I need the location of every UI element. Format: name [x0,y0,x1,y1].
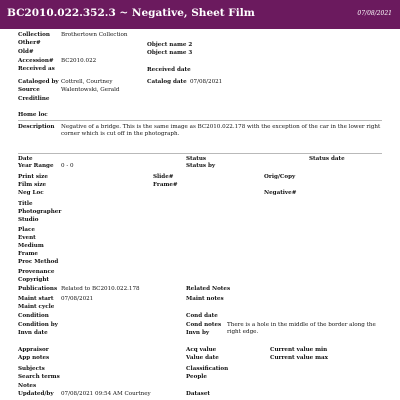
collection-label: Collection [18,32,50,38]
divider [18,153,382,154]
accession-value: BC2010.022 [61,58,97,64]
other-number-label: Other# [18,40,41,46]
cond-notes-value: There is a hole in the middle of the border along the right edge. [227,322,376,335]
status-label: Status [186,156,207,162]
record-title: BC2010.022.352.3 ~ Negative, Sheet Film [7,7,255,19]
condition-by-label: Condition by [18,322,58,328]
record-header [0,0,400,29]
appraisor-label: Appraisor [18,347,49,353]
place-label: Place [18,227,35,233]
catalog-date-label: Catalog date [147,79,187,85]
collection-value: Brothertown Collection [61,32,128,38]
catalog-date-value: 07/08/2021 [190,79,223,85]
year-range-label: Year Range [18,163,54,169]
print-date: 07/08/2021 [357,10,392,17]
studio-label: Studio [18,217,39,223]
photographer-label: Photographer [18,209,62,215]
maint-cycle-label: Maint cycle [18,304,55,310]
year-range-value: 0 - 0 [61,163,74,169]
cond-date-label: Cond date [186,313,218,319]
app-notes-label: App notes [18,355,50,361]
maint-notes-label: Maint notes [186,296,224,302]
cond-notes-label: Cond notes [186,322,222,328]
event-label: Event [18,235,36,241]
people-label: People [186,374,207,380]
copyright-label: Copyright [18,277,49,283]
received-date-label: Received date [147,67,191,73]
condition-label: Condition [18,313,49,319]
slide-number-label: Slide# [153,174,174,180]
invn-by-label: Invn by [186,330,210,336]
publications-value: Related to BC2010.022.178 [61,286,140,292]
proc-method-label: Proc Method [18,259,59,265]
invn-date-label: Invn date [18,330,48,336]
title-label: Title [18,201,33,207]
search-terms-label: Search terms [18,374,60,380]
print-size-label: Print size [18,174,48,180]
notes-label: Notes [18,383,37,389]
dataset-label: Dataset [186,391,210,397]
medium-label: Medium [18,243,44,249]
divider [18,120,382,121]
orig-copy-label: Orig/Copy [264,174,296,180]
object-name-2-label: Object name 2 [147,42,193,48]
cataloged-by-value: Cottrell, Courtney [61,79,113,85]
received-as-label: Received as [18,66,55,72]
value-date-label: Value date [186,355,219,361]
cataloged-by-label: Cataloged by [18,79,59,85]
source-label: Source [18,87,40,93]
neg-loc-label: Neg Loc [18,190,44,196]
status-date-label: Status date [309,156,345,162]
source-value: Walentowski, Gerald [61,87,120,93]
provenance-label: Provenance [18,269,55,275]
related-notes-label: Related Notes [186,286,231,292]
publications-label: Publications [18,286,58,292]
frame-label: Frame [18,251,38,257]
description-value: Negative of a bridge. This is the same image as BC2010.022.178 with the exception of the car in the lower right corner which is cut off in the photograph. [61,124,381,137]
current-value-min-label: Current value min [270,347,328,353]
maint-start-value: 07/08/2021 [61,296,94,302]
description-label: Description [18,124,55,130]
negative-number-label: Negative# [264,190,297,196]
status-by-label: Status by [186,163,216,169]
object-name-3-label: Object name 3 [147,50,193,56]
date-label: Date [18,156,33,162]
acq-value-label: Acq value [186,347,217,353]
frame-number-label: Frame# [153,182,178,188]
updated-by-label: Updated/by [18,391,54,397]
creditline-label: Creditline [18,96,50,102]
old-number-label: Old# [18,49,34,55]
subjects-label: Subjects [18,366,45,372]
current-value-max-label: Current value max [270,355,329,361]
updated-by-value: 07/08/2021 09:54 AM Courtney [61,391,151,397]
film-size-label: Film size [18,182,47,188]
classification-label: Classification [186,366,229,372]
accession-label: Accession# [18,58,54,64]
home-loc-label: Home loc [18,112,48,118]
maint-start-label: Maint start [18,296,54,302]
